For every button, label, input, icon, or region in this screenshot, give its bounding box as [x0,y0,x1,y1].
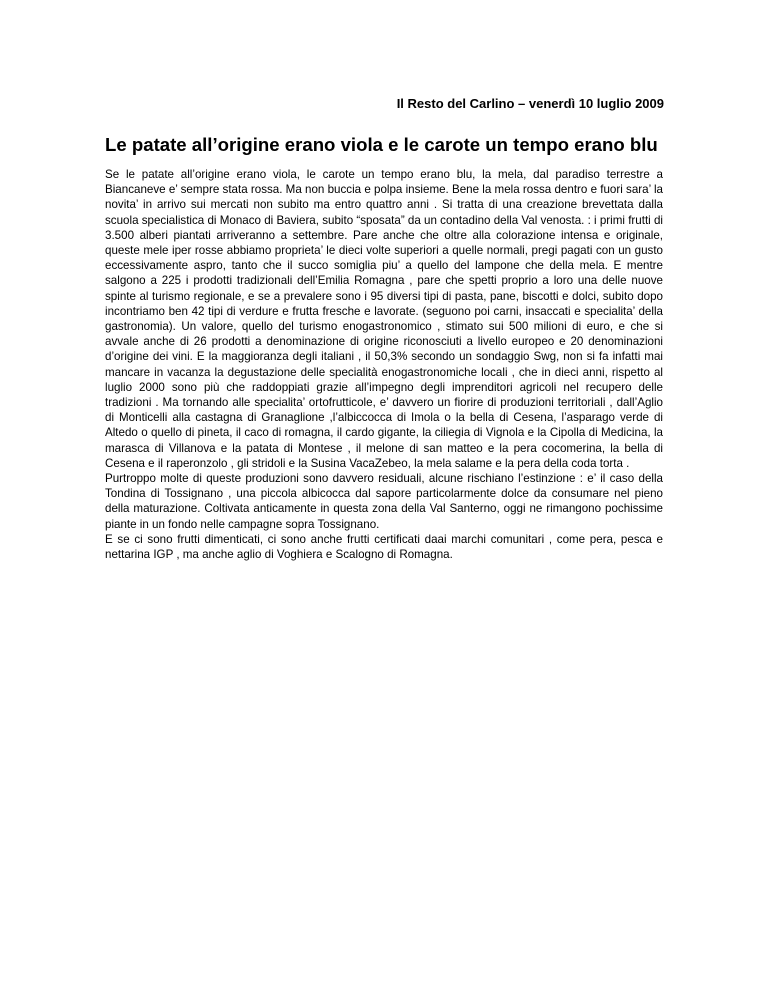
source-line: Il Resto del Carlino – venerdì 10 luglio 2009 [396,96,664,111]
article-paragraph: Se le patate all’origine erano viola, le carote un tempo erano blu, la mela, dal paradiso terrestre a Biancaneve e’ sempre stata rossa. Ma non buccia e polpa insieme. Bene la mela rossa dentro e fuori sara’ la novita’ in arrivo sui mercati non subito ma entro quattro anni . Si tratta di una creazione brevettata dalla scuola specialistica di Monaco di Baviera, subito “sposata” da un contadino della Val venosta. : i primi frutti di 3.500 alberi piantati arriveranno a settembre. Pare anche che oltre alla colorazione intensa e originale, queste mele iper rosse abbiamo proprieta’ le dieci volte superiori a quelle normali, pregi pagati con un gusto eccessivamente aspro, tanto che il succo somiglia piu’ a quello del lampone che della mela. E mentre salgono a 225 i prodotti tradizionali dell’Emilia Romagna , pare che spetti proprio a loro una delle nuove spinte al turismo regionale, e se a prevalere sono i 95 diversi tipi di pasta, pane, biscotti e dolci, subito dopo incontriamo ben 42 tipi di verdure e frutta fresche e lavorate. (seguono poi carni, insaccati e specialita’ della gastronomia). Un valore, quello del turismo enogastronomico , stimato sui 500 milioni di euro, e che si avvale anche di 26 prodotti a denominazione di origine riconosciuti a livello europeo e 20 denominazioni d’origine dei vini. E la maggioranza degli italiani , il 50,3% secondo un sondaggio Swg, non si fa infatti mai mancare in vacanza la degustazione delle specialità enogastronomiche locali , che in dieci anni, rispetto al luglio 2000 sono più che raddoppiati grazie all’impegno degli imprenditori agricoli nel recupero delle tradizioni . Ma tornando alle specialita’ ortofrutticole, e’ davvero un fiorire di produzioni territoriali , dall’Aglio di Monticelli alla castagna di Granaglione ,l’albiccocca di Imola o la bella di Cesena, l’asparago verde di Altedo o quello di pineta, il caco di romagna, il cardo gigante, la ciliegia di Vignola e la Cipolla di Medicina, la marasca di Villanova e la patata di Montese , il melone di san matteo e la pera cocomerina, la bella di Cesena e il raperonzolo , gli stridoli e la Susina VacaZebeo, la mela salame e la pera della coda torta . [105,168,663,470]
article-paragraph: E se ci sono frutti dimenticati, ci sono anche frutti certificati daai marchi comunitari , come pera, pesca e nettarina IGP , ma anche aglio di Voghiera e Scalogno di Romagna. [105,532,663,562]
headline: Le patate all’origine erano viola e le carote un tempo erano blu [105,134,658,155]
article-body [105,167,663,562]
article-paragraph: Purtroppo molte di queste produzioni sono davvero residuali, alcune rischiano l’estinzione : e’ il caso della Tondina di Tossignano , una piccola albicocca dal sapore particolarmente dolce da consumare nel pieno della maturazione. Coltivata anticamente in questa zona della Val Santerno, oggi ne rimangono pochissime piante in un fondo nelle campagne sopra Tossignano. [105,472,663,531]
